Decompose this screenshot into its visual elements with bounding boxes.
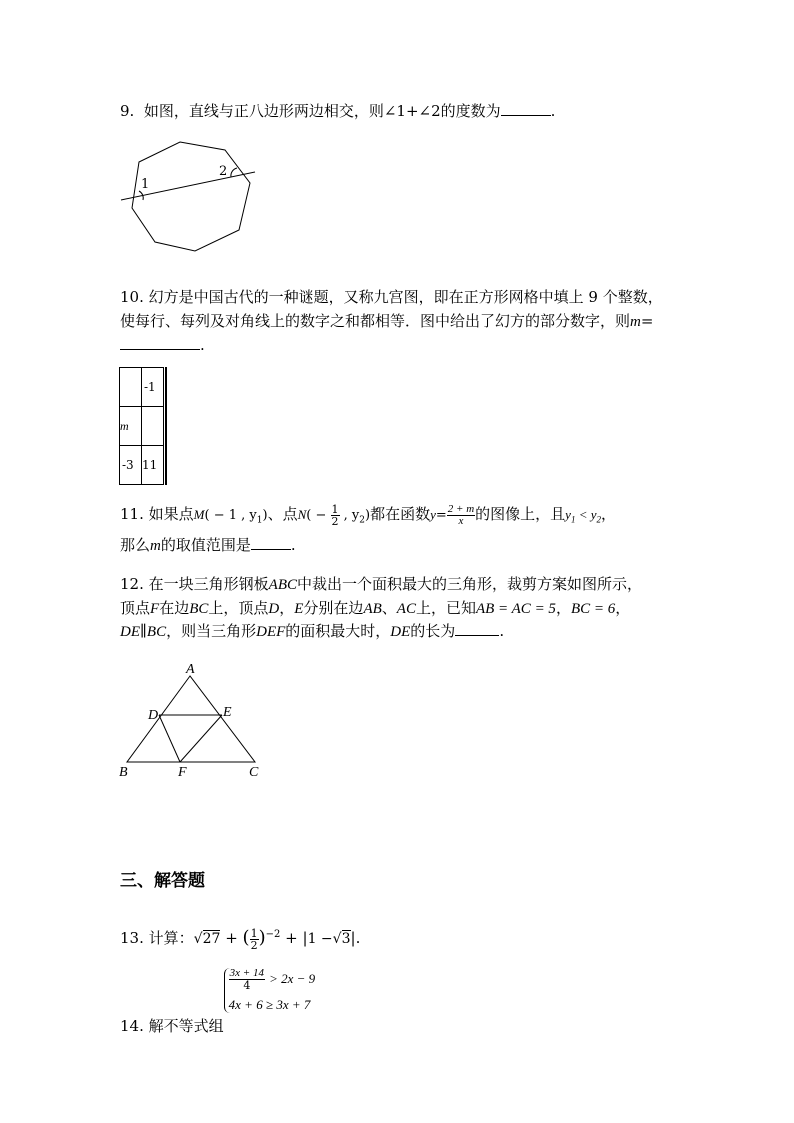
vertex-b-label: B — [119, 765, 128, 780]
q12-line1: 12. 在一块三角形钢板ABC中裁出一个面积最大的三角形，裁剪方案如图所示， — [120, 575, 643, 593]
q9-answer-blank — [501, 100, 551, 116]
magic-cell: -3 — [120, 446, 142, 485]
q10-line3: . — [120, 334, 205, 354]
vertex-e-label: E — [223, 705, 232, 720]
q13-line: 13. 计算：√27 + ( $\frac{1}{2}$ )$^{-2}$ + |1 −√3|. — [120, 926, 361, 952]
angle-1-label: 1 — [141, 177, 150, 192]
q12-answer-blank — [455, 620, 499, 636]
vertex-f-label: F — [178, 765, 187, 780]
magic-cell: -1 — [142, 368, 164, 407]
magic-cell: m — [120, 407, 142, 446]
section-heading: 三、解答题 — [120, 871, 205, 891]
q11-answer-blank — [251, 534, 291, 550]
angle-2-label: 2 — [219, 164, 228, 179]
magic-row — [120, 368, 164, 407]
q11-line2: 那么m的取值范围是 . — [120, 536, 296, 554]
q10-line2: 使每行、每列及对角线上的数字之和都相等．图中给出了幻方的部分数字，则m= — [120, 312, 654, 330]
vertex-a-label: A — [186, 662, 195, 677]
q10-answer-blank — [120, 334, 200, 350]
q14-line: 14. 解不等式组 $\frac{3x + 14}{4}$ > 2x − 9 4x + 6 ≥ 3x + 7 — [120, 967, 316, 1035]
magic-cell — [142, 407, 164, 446]
q11-line1: 11. 如果点M( − 1 , $y_1$)、点N( − $\frac{1}{2}$ , $y_2$)都在函数y= $\frac{2 + m}{x}$ 的图像上，且$y_1 < y_2$， — [120, 502, 616, 528]
q9-text: 9. 如图，直线与正八边形两边相交，则∠1+∠2的度数为 . — [120, 102, 556, 120]
magic-cell: 11 — [142, 446, 164, 485]
magic-cell — [120, 368, 142, 407]
inequality-system: $\frac{3x + 14}{4}$ > 2x − 9 4x + 6 ≥ 3x + 7 — [224, 968, 316, 1013]
q12-triangle-figure — [112, 660, 272, 782]
q10-line1: 10. 幻方是中国古代的一种谜题，又称九宫图，即在正方形网格中填上 9 个整数， — [120, 288, 663, 306]
q9-octagon-figure — [115, 138, 265, 258]
q12-line2: 顶点F在边BC上，顶点D，E分别在边AB、AC上，已知AB = AC = 5，BC = 6， — [120, 599, 631, 617]
vertex-d-label: D — [148, 708, 159, 723]
magic-row — [120, 446, 164, 485]
magic-square — [119, 367, 167, 485]
vertex-c-label: C — [249, 765, 259, 780]
q12-line3: DE∥BC，则当三角形DEF的面积最大时，DE的长为 . — [120, 622, 505, 640]
magic-row — [120, 407, 164, 446]
